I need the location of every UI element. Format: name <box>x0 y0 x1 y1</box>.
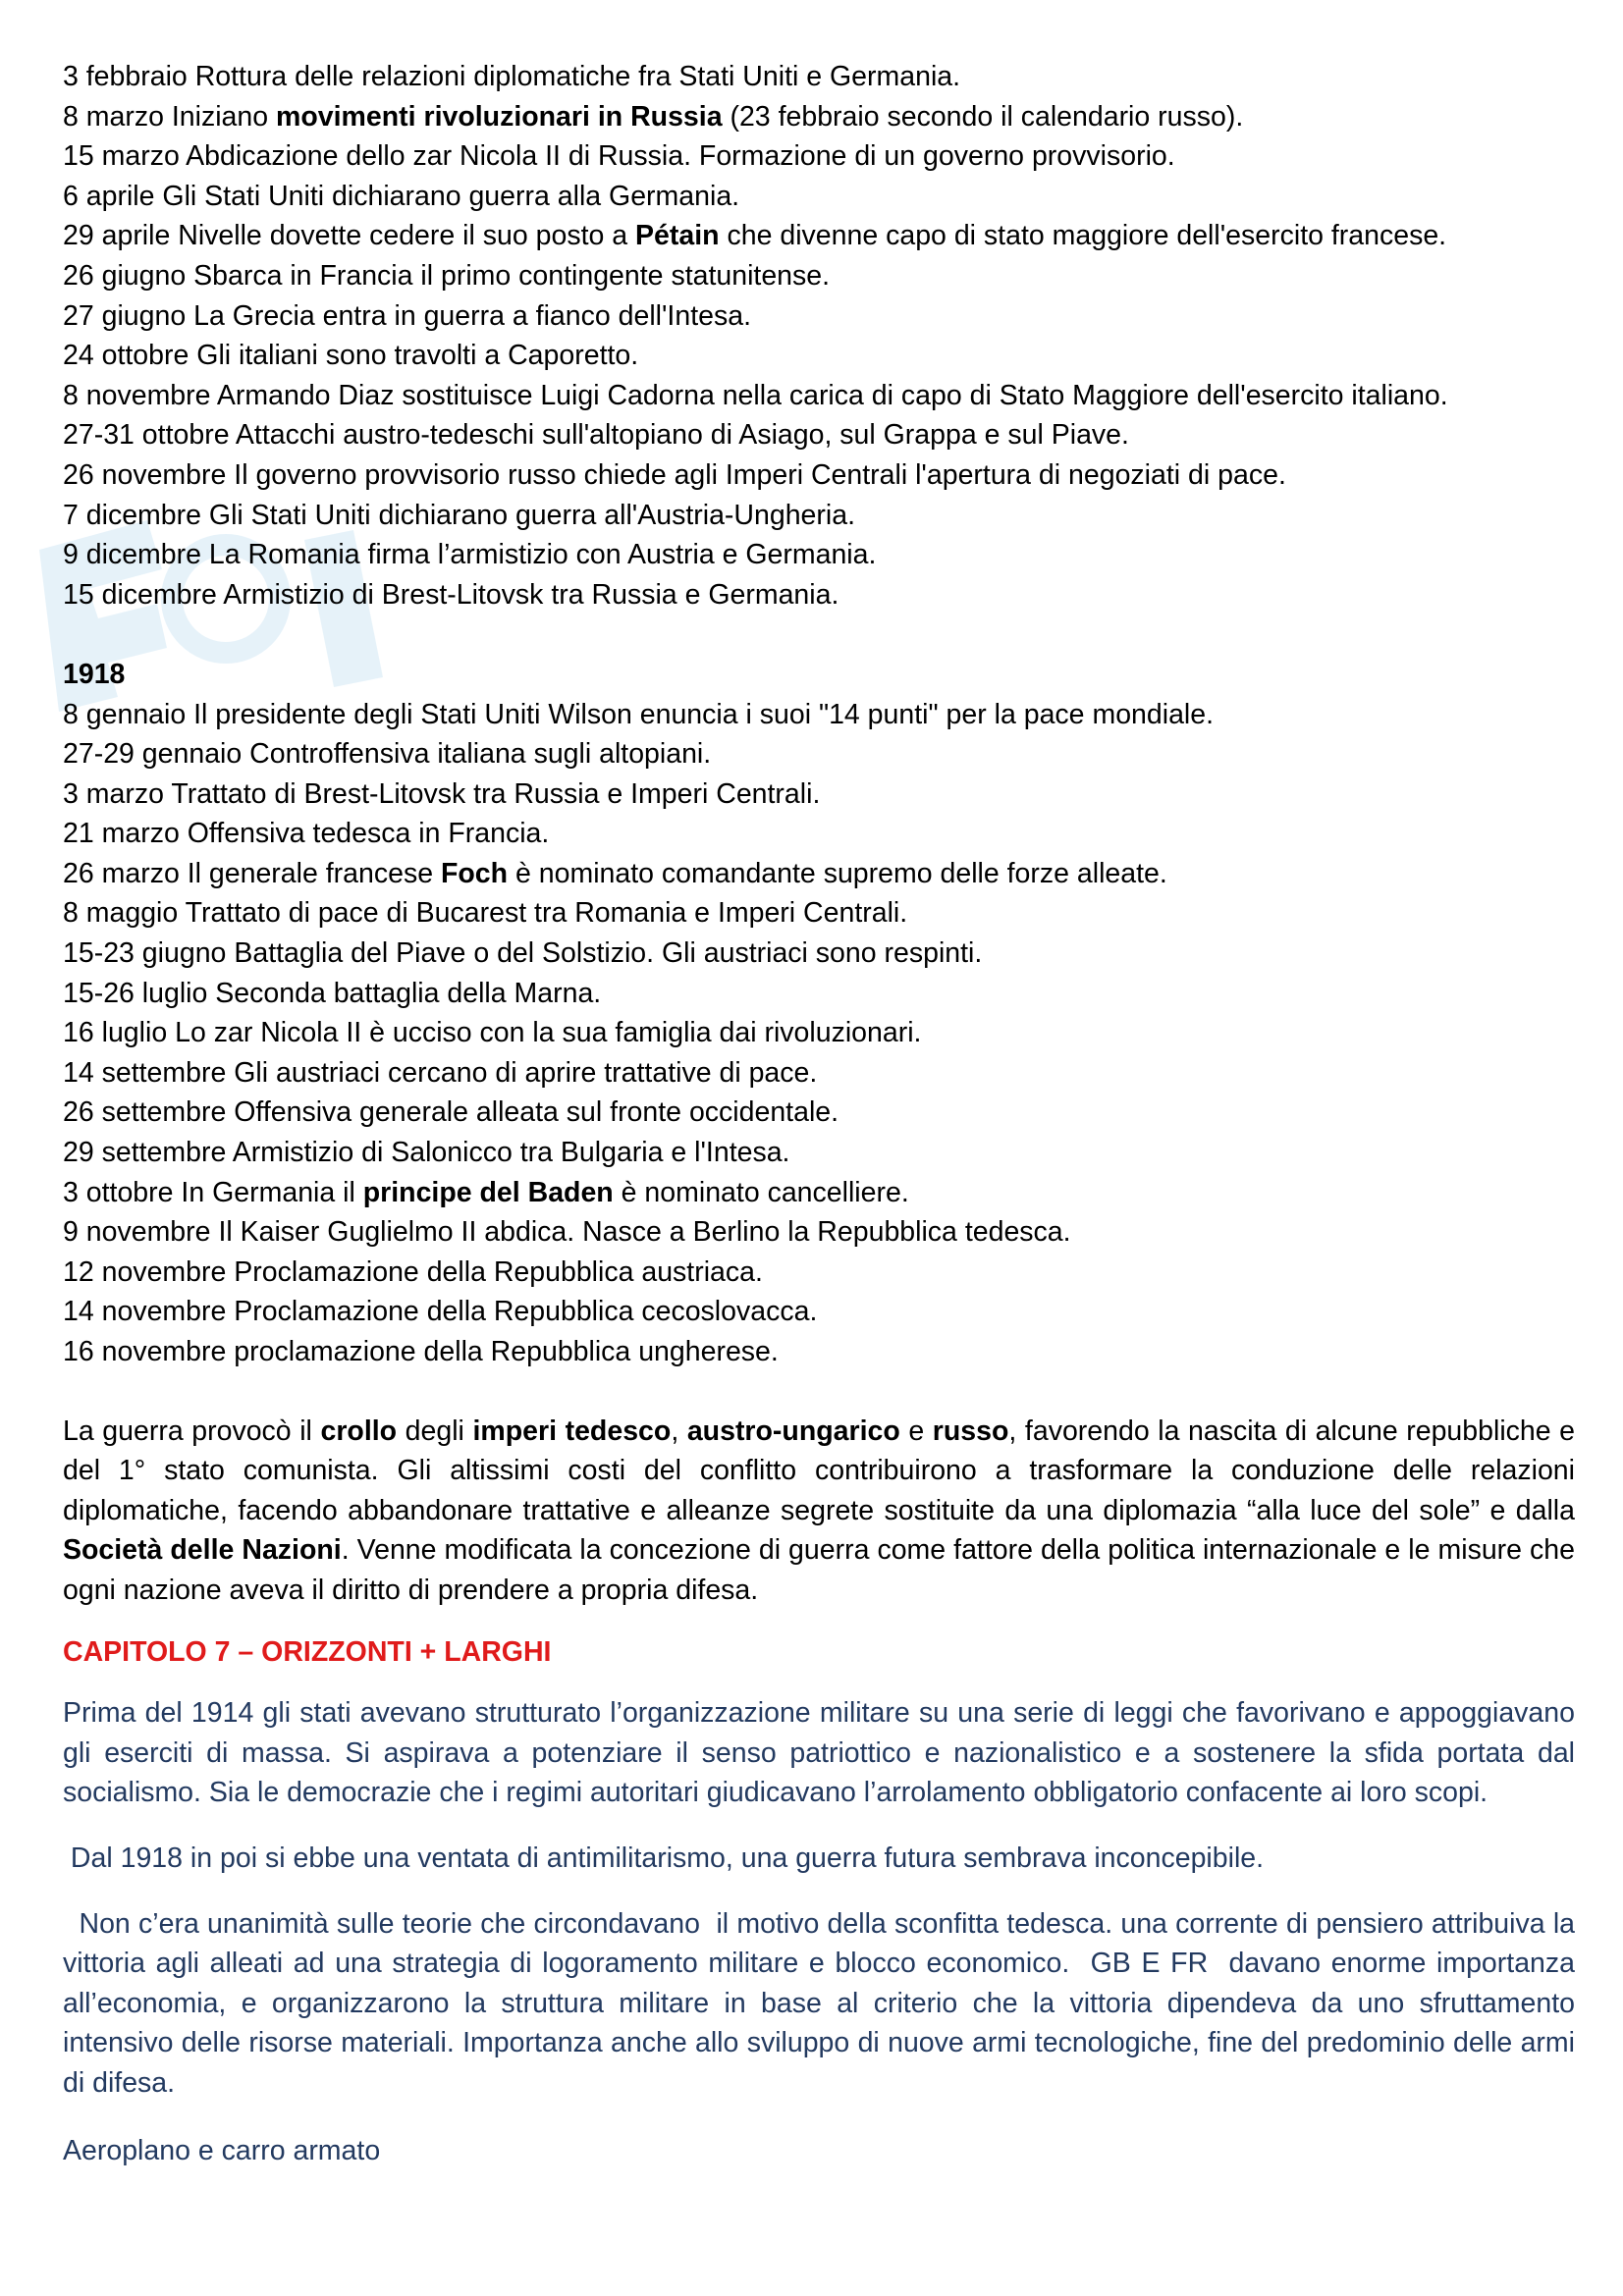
entry-text: Nivelle dovette cedere il suo posto a <box>178 220 636 252</box>
entry-date: 3 marzo <box>63 777 164 810</box>
entry-text: Proclamazione della Repubblica austriaca. <box>234 1255 763 1288</box>
entry-text: Lo zar Nicola II è ucciso con la sua famiglia dai rivoluzionari. <box>175 1017 922 1049</box>
summary-text: La guerra provocò il <box>63 1415 321 1447</box>
entry-date: 27-29 gennaio <box>63 738 243 771</box>
entry-bold-text: principe del Baden <box>362 1176 614 1208</box>
summary-text: , <box>671 1415 687 1447</box>
timeline-entry <box>63 496 1575 536</box>
entry-bold-text: Pétain <box>635 220 720 252</box>
paragraph-new-weapons: Aeroplano e carro armato <box>63 2134 381 2166</box>
timeline-entry <box>63 893 1575 934</box>
entry-text: Gli Stati Uniti dichiarano guerra alla Germania. <box>162 180 740 212</box>
summary-bold: russo <box>932 1415 1009 1447</box>
timeline-entry <box>63 57 1575 97</box>
timeline-entry <box>63 814 1575 854</box>
timeline-entry <box>63 774 1575 815</box>
entry-date: 3 ottobre <box>63 1176 174 1208</box>
timeline-entry <box>63 1332 1575 1372</box>
timeline-entry <box>63 177 1575 217</box>
entry-date: 29 settembre <box>63 1137 227 1169</box>
paragraph-german-defeat-theories: Non c’era unanimità sulle teorie che circondavano il motivo della sconfitta tedesca. una corrente di pensiero attribuiva la vittoria agli alleati ad una strategia di logoramento militare e blocco economico. GB E FR davano enorme importanza all’economia, e organizzarono la struttura militare in base al criterio che la vittoria dipendeva da uno sfruttamento intensivo delle risorse materiali. Importanza anche allo sviluppo di nuove armi tecnologiche, fine del predominio delle armi di difesa. <box>63 1907 1583 2099</box>
entry-date: 26 novembre <box>63 458 227 491</box>
entry-text: Seconda battaglia della Marna. <box>215 977 602 1009</box>
entry-date: 15 dicembre <box>63 578 217 611</box>
entry-bold-text: Foch <box>440 857 509 889</box>
entry-date: 27-31 ottobre <box>63 419 230 452</box>
timeline-entry <box>63 575 1575 615</box>
timeline-entry <box>63 336 1575 376</box>
summary-bold: crollo <box>320 1415 398 1447</box>
summary-paragraph <box>63 1412 1575 1611</box>
entry-text: Armando Diaz sostituisce Luigi Cadorna nella carica di capo di Stato Maggiore dell'esercito italiano. <box>216 379 1448 411</box>
entry-bold-text: movimenti rivoluzionari in Russia <box>276 100 723 133</box>
entry-text: Trattato di pace di Bucarest tra Romania e Imperi Centrali. <box>185 897 908 930</box>
timeline-entry <box>63 415 1575 455</box>
timeline-entry <box>63 1292 1575 1332</box>
entry-text: Il governo provvisorio russo chiede agli Imperi Centrali l'apertura di negoziati di pace. <box>234 458 1286 491</box>
entry-date: 12 novembre <box>63 1255 227 1288</box>
entry-date: 9 novembre <box>63 1216 211 1249</box>
timeline-entry <box>63 854 1575 894</box>
entry-text: Il Kaiser Guglielmo II abdica. Nasce a Berlino la Repubblica tedesca. <box>218 1216 1071 1249</box>
timeline-entry <box>63 455 1575 496</box>
timeline-entry <box>63 1253 1575 1293</box>
entry-date: 14 novembre <box>63 1296 227 1328</box>
timeline-entry <box>63 1013 1575 1053</box>
entry-date: 8 gennaio <box>63 698 187 730</box>
entry-date: 21 marzo <box>63 818 180 850</box>
chapter-title: CAPITOLO 7 – ORIZZONTI + LARGHI <box>63 1635 552 1668</box>
summary-bold: imperi tedesco <box>472 1415 672 1447</box>
entry-text: Il presidente degli Stati Uniti Wilson enuncia i suoi "14 punti" per la pace mondiale. <box>193 698 1215 730</box>
entry-text-end: è nominato cancelliere. <box>613 1176 909 1208</box>
entry-date: 6 aprile <box>63 180 155 212</box>
entry-date: 26 settembre <box>63 1096 227 1129</box>
entry-date: 15 marzo <box>63 140 180 173</box>
entry-text: Rottura delle relazioni diplomatiche fra Stati Uniti e Germania. <box>194 61 961 92</box>
entry-text: La Romania firma l’armistizio con Austria e Germania. <box>208 539 877 571</box>
entry-text: Armistizio di Salonicco tra Bulgaria e l'Intesa. <box>232 1137 790 1169</box>
year-heading-1918: 1918 <box>63 658 126 690</box>
entry-date: 3 febbraio <box>63 61 188 92</box>
timeline-entry <box>63 1093 1575 1133</box>
entry-date: 27 giugno <box>63 299 187 332</box>
entry-date: 15-23 giugno <box>63 937 227 970</box>
entry-text-end: che divenne capo di stato maggiore dell'esercito francese. <box>719 220 1447 252</box>
paragraph-antimilitarism: Dal 1918 in poi si ebbe una ventata di antimilitarismo, una guerra futura sembrava inconcepibile. <box>63 1842 1265 1874</box>
timeline-entry <box>63 734 1575 774</box>
timeline-entry <box>63 974 1575 1014</box>
entry-date: 14 settembre <box>63 1056 227 1089</box>
timeline-entry <box>63 1133 1575 1173</box>
entry-text: Offensiva generale alleata sul fronte occidentale. <box>234 1096 839 1129</box>
entry-date: 29 aprile <box>63 220 171 252</box>
entry-date: 15-26 luglio <box>63 977 208 1009</box>
summary-text: . Venne modificata la concezione di guerra come fattore della politica internazionale e le misure che ogni nazione aveva il diritto di prendere a propria difesa. <box>63 1534 1576 1606</box>
entry-text: La Grecia entra in guerra a fianco dell'Intesa. <box>193 299 751 332</box>
events-1917-list <box>63 57 1575 614</box>
entry-date: 7 dicembre <box>63 499 201 531</box>
entry-date: 8 novembre <box>63 379 211 411</box>
summary-text: , favorendo la nascita di alcune repubbliche e del 1° stato comunista. Gli altissimi costi del conflitto contribuirono a trasformare la conduzione delle relazioni diplomatiche, facendo abbandonare trattative e alleanze segrete sostituite da una diplomazia “alla luce del sole” e dalla <box>63 1415 1576 1526</box>
entry-date: 16 novembre <box>63 1336 227 1367</box>
entry-text: Proclamazione della Repubblica cecoslovacca. <box>234 1296 818 1328</box>
entry-date: 24 ottobre <box>63 340 189 372</box>
events-1918-list <box>63 695 1575 1372</box>
timeline-entry <box>63 1053 1575 1094</box>
entry-text: proclamazione della Repubblica ungherese. <box>234 1336 779 1367</box>
entry-text: Iniziano <box>171 100 277 133</box>
entry-date: 16 luglio <box>63 1017 168 1049</box>
entry-text: Gli italiani sono travolti a Caporetto. <box>196 340 639 372</box>
timeline-entry <box>63 535 1575 575</box>
summary-text: degli <box>397 1415 473 1447</box>
entry-text-end: (23 febbraio secondo il calendario russo). <box>722 100 1244 133</box>
entry-text: Battaglia del Piave o del Solstizio. Gli austriaci sono respinti. <box>234 937 983 970</box>
timeline-entry <box>63 695 1575 735</box>
summary-bold: austro-ungarico <box>686 1415 900 1447</box>
entry-text: Controffensiva italiana sugli altopiani. <box>249 738 712 771</box>
entry-text: Offensiva tedesca in Francia. <box>187 818 550 850</box>
timeline-entry <box>63 256 1575 296</box>
entry-text: In Germania il <box>181 1176 363 1208</box>
entry-text: Gli Stati Uniti dichiarano guerra all'Austria-Ungheria. <box>208 499 855 531</box>
timeline-entry <box>63 376 1575 416</box>
summary-bold: Società delle Nazioni <box>63 1534 342 1567</box>
timeline-entry <box>63 296 1575 337</box>
entry-text-end: è nominato comandante supremo delle forze alleate. <box>508 857 1167 889</box>
timeline-entry <box>63 934 1575 974</box>
entry-text: Abdicazione dello zar Nicola II di Russia. Formazione di un governo provvisorio. <box>186 140 1175 173</box>
timeline-entry <box>63 1173 1575 1213</box>
entry-text: Il generale francese <box>187 857 441 889</box>
timeline-entry <box>63 97 1575 137</box>
entry-date: 26 marzo <box>63 857 180 889</box>
entry-date: 26 giugno <box>63 259 187 292</box>
entry-text: Gli austriaci cercano di aprire trattative di pace. <box>234 1056 818 1089</box>
entry-date: 8 maggio <box>63 897 179 930</box>
paragraph-military-organization: Prima del 1914 gli stati avevano strutturato l’organizzazione militare su una serie di leggi che favorivano e appoggiavano gli eserciti di massa. Si aspirava a potenziare il senso patriottico e nazionalistico e a sostenere la sfida portata dal socialismo. Sia le democrazie che i regimi autoritari giudicavano l’arrolamento obbligatorio confacente ai loro scopi. <box>63 1697 1575 1809</box>
document-page <box>63 57 1583 2170</box>
timeline-entry <box>63 1212 1575 1253</box>
entry-text: Trattato di Brest-Litovsk tra Russia e Imperi Centrali. <box>171 777 821 810</box>
summary-text: e <box>899 1415 933 1447</box>
timeline-entry <box>63 216 1575 256</box>
entry-text: Armistizio di Brest-Litovsk tra Russia e Germania. <box>223 578 839 611</box>
entry-date: 8 marzo <box>63 100 164 133</box>
entry-date: 9 dicembre <box>63 539 201 571</box>
timeline-entry <box>63 136 1575 177</box>
entry-text: Sbarca in Francia il primo contingente statunitense. <box>193 259 831 292</box>
entry-text: Attacchi austro-tedeschi sull'altopiano di Asiago, sul Grappa e sul Piave. <box>235 419 1129 452</box>
